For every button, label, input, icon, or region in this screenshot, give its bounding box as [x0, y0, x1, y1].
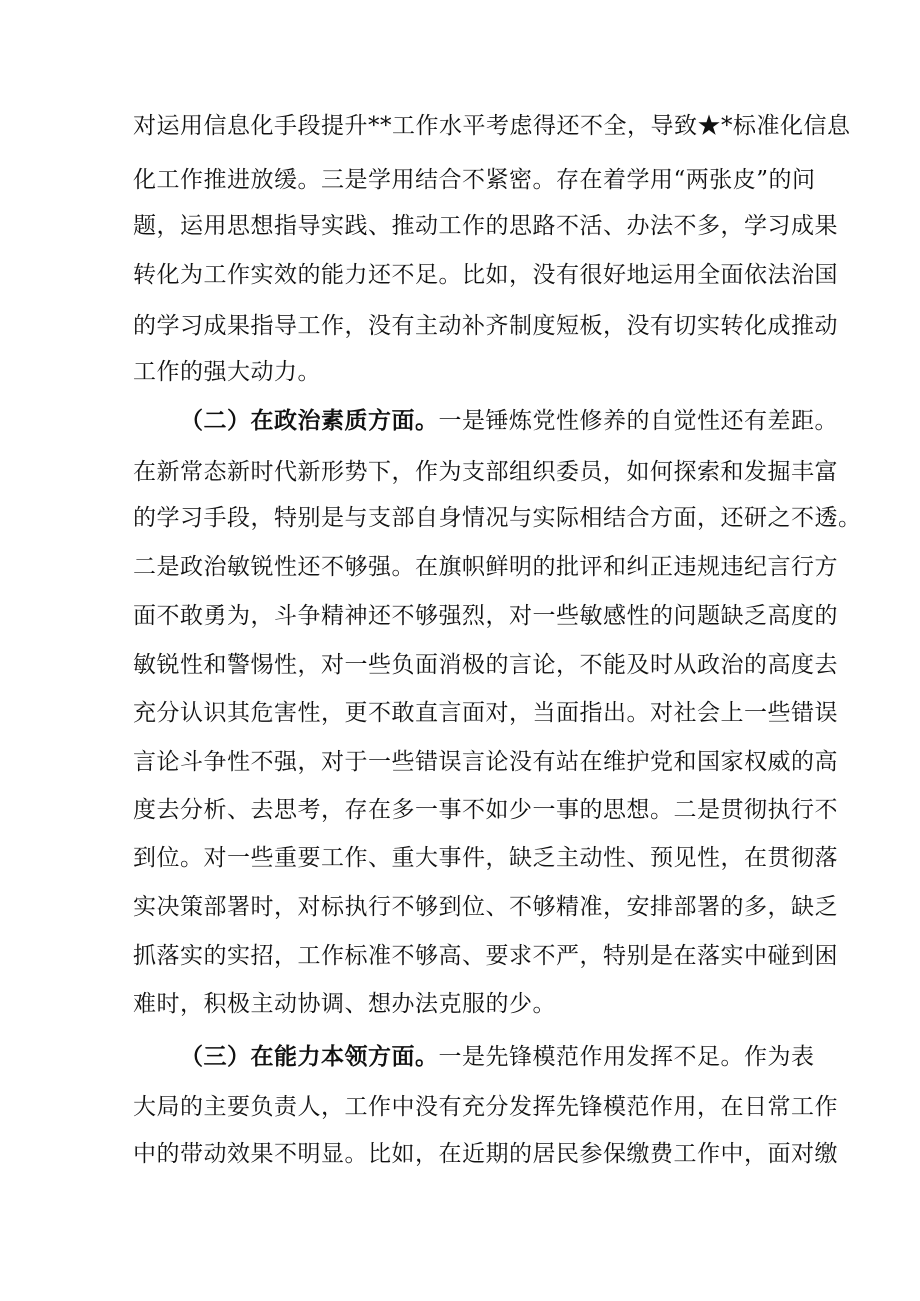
paragraph-line: 敏锐性和警惕性，对一些负面消极的言论，不能及时从政治的高度去	[133, 652, 838, 678]
paragraph-line: 抓落实的实招，工作标准不够高、要求不严，特别是在落实中碰到困	[133, 943, 838, 969]
paragraph-line: 言论斗争性不强，对于一些错误言论没有站在维护党和国家权威的高	[133, 749, 838, 775]
section-3-text: 一是先锋模范作用发挥不足。作为表	[438, 1044, 815, 1070]
section-2-text: 一是锤炼党性修养的自觉性还有差距。	[438, 408, 838, 434]
paragraph-line: 工作的强大动力。	[133, 359, 321, 385]
paragraph-line: 实决策部署时，对标执行不够到位、不够精准，安排部署的多，缺乏	[133, 894, 838, 920]
section-2-heading: （二）在政治素质方面。	[180, 407, 439, 434]
paragraph-line: 中的带动效果不明显。比如，在近期的居民参保缴费工作中，面对缴	[133, 1141, 838, 1167]
paragraph-line: 的学习手段，特别是与支部自身情况与实际相结合方面，还研之不透。	[133, 505, 862, 531]
section-3-heading: （三）在能力本领方面。	[180, 1043, 439, 1070]
paragraph-line: 度去分析、去思考，存在多一事不如少一事的思想。二是贯彻执行不	[133, 797, 838, 823]
paragraph-line: 难时，积极主动协调、想办法克服的少。	[133, 991, 556, 1017]
paragraph-line: 面不敢勇为，斗争精神还不够强烈，对一些敏感性的问题缺乏高度的	[133, 603, 838, 629]
paragraph-line: 题，运用思想指导实践、推动工作的思路不活、办法不多，学习成果	[133, 213, 838, 239]
paragraph-line: 到位。对一些重要工作、重大事件，缺乏主动性、预见性，在贯彻落	[133, 845, 838, 871]
paragraph-line: 的学习成果指导工作，没有主动补齐制度短板，没有切实转化成推动	[133, 313, 838, 339]
paragraph-line: 大局的主要负责人，工作中没有充分发挥先锋模范作用，在日常工作	[133, 1094, 838, 1120]
paragraph-line: 在新常态新时代新形势下，作为支部组织委员，如何探索和发掘丰富	[133, 459, 838, 485]
paragraph-line: 充分认识其危害性，更不敢直言面对，当面指出。对社会上一些错误	[133, 700, 838, 726]
section-3-first-line	[180, 1037, 840, 1077]
paragraph-line: 对运用信息化手段提升**工作水平考虑得还不全，导致★*标准化信息	[133, 113, 851, 139]
paragraph-line: 二是政治敏锐性还不够强。在旗帜鲜明的批评和纠正违规违纪言行方	[133, 554, 838, 580]
paragraph-line: 转化为工作实效的能力还不足。比如，没有很好地运用全面依法治国	[133, 262, 838, 288]
paragraph-line: 化工作推进放缓。三是学用结合不紧密。存在着学用“两张皮”的问	[133, 167, 816, 193]
section-2-first-line	[180, 401, 840, 441]
